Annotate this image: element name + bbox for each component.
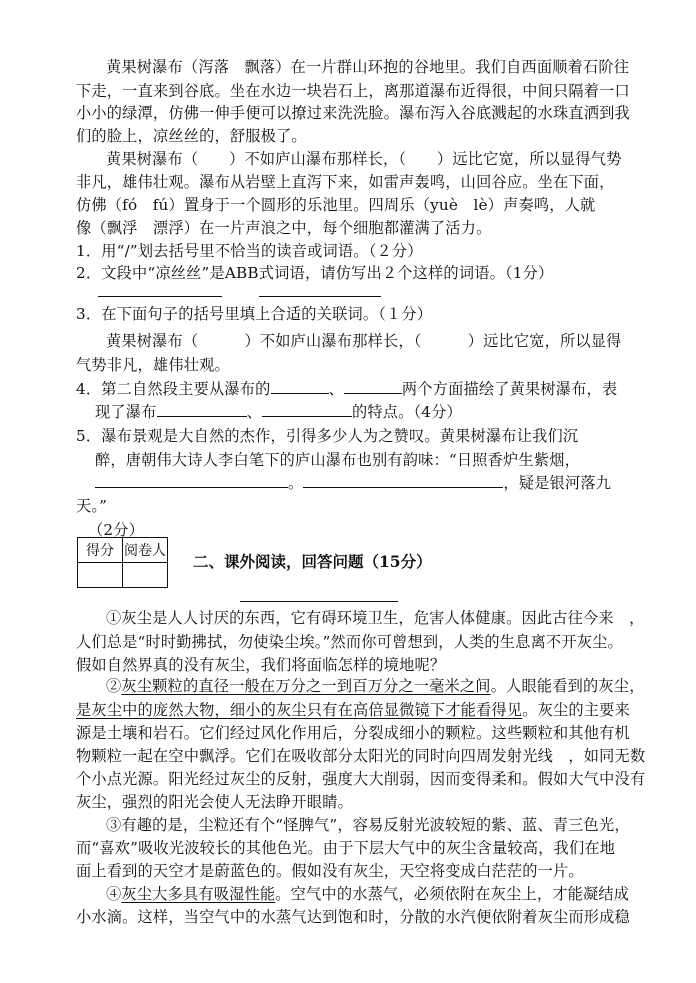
passage-line: 下走，一直来到谷底。坐在水边一块岩石上，离那道瀑布近得很，中间只隔着一口: [76, 82, 630, 100]
reading-line: 人们总是“时时勤拂拭，勿使染尘埃。”然而你可曾想到，人类的生息离不开灰尘。: [76, 633, 623, 651]
question-3-sentence: 气势非凡，雄伟壮观。: [76, 356, 230, 374]
answer-blank[interactable]: [95, 473, 288, 488]
section-2-title: 二、课外阅读，回答问题（15分）: [193, 552, 432, 571]
question-3-sentence: 黄果树瀑布（ ）不如庐山瀑布那样长，（ ）远比它宽，所以显得: [106, 332, 622, 350]
passage-line: 仿佛（fó fú）置身于一个圆形的乐池里。四周乐（yuè lè）声奏鸣，人就: [76, 196, 596, 214]
reading-line: ①灰尘是人人讨厌的东西，它有碍环境卫生，危害人体健康。因此古往今来 ，: [106, 609, 645, 627]
passage-line: 黄果树瀑布（泻落 飘落）在一片群山环抱的谷地里。我们自西面顺着石阶往: [106, 58, 630, 76]
passage-line: 黄果树瀑布（ ）不如庐山瀑布那样长，（ ）远比它宽，所以显得气势: [106, 150, 622, 168]
reading-line: 假如自然界真的没有灰尘，我们将面临怎样的境地呢？: [76, 656, 446, 674]
passage-line: 非凡，雄伟壮观。瀑布从岩壁上直泻下来，如雷声轰鸣，山回谷应。坐在下面，: [76, 173, 615, 191]
answer-blank[interactable]: [98, 296, 222, 297]
underlined-sentence: 灰尘大多具有吸湿性能: [121, 885, 276, 903]
reading-text: 。灰尘的主要来: [522, 701, 630, 719]
reading-line: 个小点光源。阳光经过灰尘的反射，强度大大削弱，因而变得柔和。假如大气中没有: [76, 770, 646, 788]
question-1: 1．用“/”划去括号里不恰当的读音或词语。（２分）: [76, 242, 423, 260]
question-5-text: ，疑是银河落九: [503, 474, 612, 492]
score-cell[interactable]: [78, 563, 123, 588]
question-4-text: 现了瀑布: [95, 403, 157, 421]
question-4-text: 、: [328, 380, 344, 398]
passage-line: 像（飘浮 漂浮）在一片声浪之中，每个细胞都灌满了活力。: [76, 219, 492, 237]
question-4-text: 两个方面描绘了黄果树瀑布，表: [401, 380, 618, 398]
question-5: 天。”: [76, 497, 108, 515]
question-5: 醉，唐朝伟大诗人李白笔下的庐山瀑布也别有韵味：“日照香炉生紫烟，: [95, 451, 580, 469]
answer-blank[interactable]: [303, 473, 503, 488]
grader-cell[interactable]: [123, 563, 168, 588]
question-4-cont: [95, 401, 462, 423]
answer-blank[interactable]: [262, 402, 352, 417]
question-5-score: （2分）: [88, 521, 145, 539]
reading-line: [106, 883, 629, 905]
score-table: [77, 537, 168, 588]
question-4-text: 、: [246, 403, 262, 421]
passage-line: 小小的绿潭，仿佛一伸手便可以撩过来洗洗脸。瀑布泻入谷底溅起的水珠直洒到我: [76, 104, 630, 122]
reading-line: 灰尘，强烈的阳光会使人无法睁开眼睛。: [76, 793, 353, 811]
reading-line: 面上看到的天空才是蔚蓝色的。假如没有灰尘，天空将变成白茫茫的一片。: [76, 862, 584, 880]
question-4: [76, 378, 617, 400]
question-3: 3．在下面句子的括号里填上合适的关联词。（１分）: [76, 305, 433, 323]
divider-line: [240, 601, 398, 602]
reading-line: ③有趣的是，尘粒还有个“怪脾气”，容易反射光波较短的紫、蓝、青三色光，: [106, 816, 630, 834]
question-5: [95, 472, 611, 494]
reading-line: 小水滴。这样，当空气中的水蒸气达到饱和时，分散的水汽便依附着灰尘而形成稳: [76, 908, 630, 926]
grader-header: 阅卷人: [123, 538, 168, 563]
answer-blank[interactable]: [259, 296, 381, 297]
reading-text: 。人眼能看到的灰尘，: [490, 677, 645, 695]
question-5-text: 。: [288, 474, 304, 492]
reading-line: 而“喜欢”吸收光波较长的其他色光。由于下层大气中的灰尘含量较高，我们在地: [76, 839, 616, 857]
passage-line: 们的脸上，凉丝丝的，舒服极了。: [76, 127, 307, 145]
reading-line: [76, 699, 630, 721]
answer-blank[interactable]: [157, 402, 247, 417]
reading-text: ④: [106, 885, 122, 903]
underlined-sentence: 灰尘颗粒的直径一般在万分之一到百万分之一毫米之间: [121, 677, 491, 695]
question-4-text: 4．第二自然段主要从瀑布的: [76, 380, 271, 398]
answer-blank[interactable]: [271, 379, 329, 394]
score-header: 得分: [78, 538, 123, 563]
question-4-text: 的特点。（4分）: [351, 403, 462, 421]
question-2: 2．文段中“凉丝丝”是ABB式词语，请仿写出２个这样的词语。（1分）: [76, 264, 554, 282]
reading-line: [106, 675, 645, 697]
answer-blank[interactable]: [344, 379, 402, 394]
reading-text: ②: [106, 677, 122, 695]
reading-line: 源是土壤和岩石。它们经过风化作用后，分裂成细小的颗粒。这些颗粒和其他有机: [76, 724, 630, 742]
underlined-sentence: 是灰尘中的庞然大物，细小的灰尘只有在高倍显微镜下才能看得见: [76, 701, 523, 719]
reading-line: 物颗粒一起在空中飘浮。它们在吸收部分太阳光的同时向四周发射光线 ，如同无数: [76, 747, 646, 765]
reading-text: 。空气中的水蒸气，必须依附在灰尘上，才能凝结成: [275, 885, 630, 903]
question-5: 5．瀑布景观是大自然的杰作，引得多少人为之赞叹。黄果树瀑布让我们沉: [76, 427, 579, 445]
